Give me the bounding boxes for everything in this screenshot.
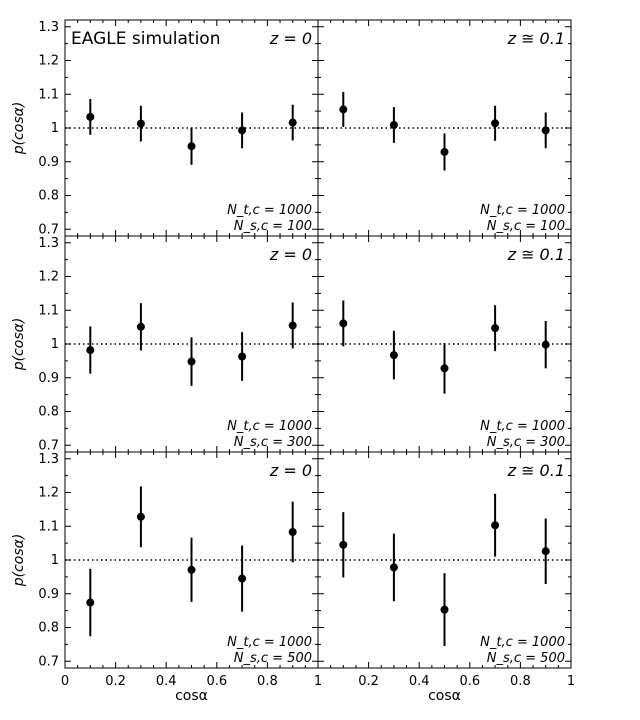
sample-annotation: N_t,c = 1000 — [480, 203, 565, 218]
data-point — [188, 566, 196, 574]
x-tick-label: 0.4 — [408, 674, 430, 689]
y-tick-label: 1.1 — [38, 519, 59, 535]
panel-row3-right — [318, 452, 575, 704]
panel-row2-right — [318, 236, 571, 452]
data-point — [339, 319, 347, 327]
x-tick-label: 0.2 — [105, 674, 126, 689]
y-tick-label: 0.8 — [38, 188, 59, 204]
x-tick-label: 0.8 — [510, 674, 531, 689]
y-tick-label: 1 — [50, 553, 59, 568]
data-point — [491, 521, 499, 529]
data-point — [289, 321, 297, 329]
data-point — [289, 528, 297, 536]
sample-annotation: N_s,c = 300 — [486, 435, 565, 450]
redshift-label: z ≅ 0.1 — [507, 29, 565, 48]
data-point — [441, 148, 449, 156]
data-point — [86, 346, 94, 354]
y-axis-label: p(cosα) — [11, 317, 27, 371]
panel-row1-right — [318, 20, 571, 236]
y-tick-label: 0.7 — [38, 222, 59, 238]
sample-annotation: N_t,c = 1000 — [227, 419, 312, 434]
data-point — [542, 126, 550, 134]
data-point — [289, 119, 297, 127]
x-tick-label: 0 — [60, 674, 70, 689]
data-point — [339, 541, 347, 549]
sample-annotation: N_t,c = 1000 — [227, 635, 312, 650]
x-tick-label: 1 — [313, 674, 323, 689]
data-point — [238, 126, 246, 134]
y-tick-label: 1.1 — [38, 87, 59, 103]
y-axis-label: p(cosα) — [11, 101, 27, 155]
sample-annotation: N_s,c = 500 — [486, 651, 565, 666]
x-tick-label: 1 — [566, 674, 576, 689]
x-tick-label: 0.6 — [459, 674, 481, 689]
sample-annotation: N_s,c = 500 — [233, 651, 312, 666]
y-axis-label: p(cosα) — [11, 533, 27, 587]
data-point — [238, 575, 246, 583]
sample-annotation: N_s,c = 100 — [486, 219, 565, 234]
redshift-label: z ≅ 0.1 — [507, 245, 565, 264]
y-tick-label: 0.9 — [38, 370, 59, 386]
x-tick-label: 0.4 — [155, 674, 177, 689]
data-point — [86, 599, 94, 607]
panel-row1-left — [11, 20, 318, 238]
data-point — [390, 121, 398, 129]
sample-annotation: N_t,c = 1000 — [227, 203, 312, 218]
y-tick-label: 1.2 — [38, 53, 59, 69]
redshift-label: z = 0 — [269, 245, 312, 264]
sample-annotation: N_s,c = 100 — [233, 219, 312, 234]
y-tick-label: 0.8 — [38, 620, 59, 636]
panel-row3-left — [11, 452, 322, 704]
y-tick-label: 0.8 — [38, 404, 59, 420]
data-point — [542, 341, 550, 349]
data-point — [188, 142, 196, 150]
data-point — [491, 324, 499, 332]
figure-title: EAGLE simulation — [71, 29, 221, 49]
y-tick-label: 1.3 — [38, 19, 59, 35]
sample-annotation: N_s,c = 300 — [233, 435, 312, 450]
y-tick-label: 0.7 — [38, 654, 59, 670]
x-tick-label: 0.8 — [257, 674, 278, 689]
data-point — [137, 120, 145, 128]
x-tick-label: 0.2 — [358, 674, 379, 689]
y-tick-label: 1 — [50, 337, 59, 352]
redshift-label: z = 0 — [269, 29, 312, 48]
y-tick-label: 0.9 — [38, 586, 59, 602]
sample-annotation: N_t,c = 1000 — [480, 635, 565, 650]
y-tick-label: 1.2 — [38, 269, 59, 285]
data-point — [339, 105, 347, 113]
x-axis-label: cosα — [175, 688, 208, 704]
y-tick-label: 0.9 — [38, 154, 59, 170]
data-point — [137, 323, 145, 331]
data-point — [390, 563, 398, 571]
x-tick-label: 0.6 — [206, 674, 228, 689]
y-tick-label: 1.3 — [38, 235, 59, 251]
data-point — [542, 547, 550, 555]
y-tick-label: 0.7 — [38, 438, 59, 454]
redshift-label: z ≅ 0.1 — [507, 461, 565, 480]
data-point — [491, 119, 499, 127]
data-point — [238, 352, 246, 360]
y-tick-label: 1.2 — [38, 485, 59, 501]
redshift-label: z = 0 — [269, 461, 312, 480]
y-tick-label: 1.3 — [38, 451, 59, 467]
y-tick-label: 1 — [50, 121, 59, 136]
data-point — [441, 606, 449, 614]
data-point — [86, 113, 94, 121]
y-tick-label: 1.1 — [38, 303, 59, 319]
data-point — [188, 358, 196, 366]
data-point — [441, 364, 449, 372]
panel-row2-left — [11, 236, 318, 454]
data-point — [137, 513, 145, 521]
data-point — [390, 351, 398, 359]
x-axis-label: cosα — [428, 688, 461, 704]
sample-annotation: N_t,c = 1000 — [480, 419, 565, 434]
